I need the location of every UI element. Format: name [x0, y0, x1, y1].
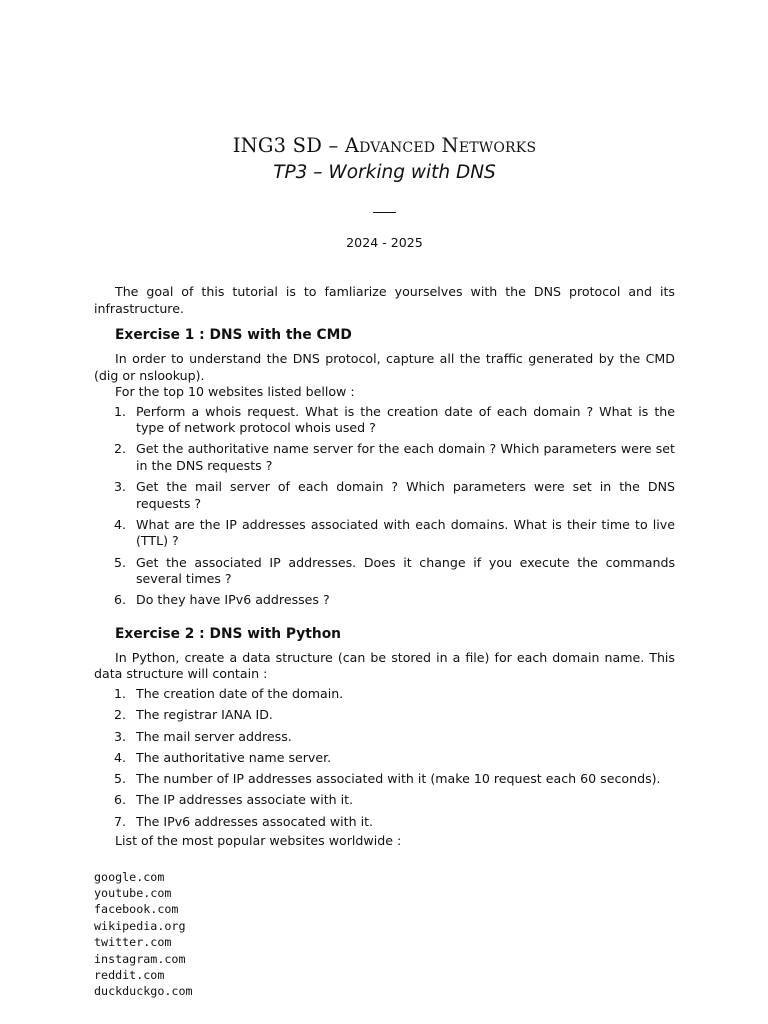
list-item-number: 3. — [114, 479, 127, 495]
domain-entry: duckduckgo.com — [94, 984, 193, 999]
list-item-text: Perform a whois request. What is the creation date of each domain ? What is the type of network protocol whois used ? — [136, 403, 675, 435]
list-item — [94, 792, 675, 809]
list-item — [94, 771, 675, 788]
domain-entry: google.com — [94, 869, 165, 884]
list-item-number: 5. — [114, 554, 127, 570]
list-item — [94, 517, 675, 550]
list-item — [94, 814, 675, 831]
document-body — [94, 284, 675, 1000]
exercise2-paragraph: In Python, create a data structure (can be stored in a file) for each domain name. This data structure will contain : — [94, 649, 675, 682]
list-item — [94, 555, 675, 588]
domain-entry: reddit.com — [94, 968, 165, 982]
title-block — [94, 132, 675, 251]
list-item-text: The creation date of the domain. — [136, 685, 344, 701]
list-item-number: 2. — [114, 441, 127, 457]
list-item — [94, 441, 675, 474]
course-title: ING3 SD – Advanced Networks — [232, 134, 537, 157]
exercise1-paragraph: In order to understand the DNS protocol, capture all the traffic generated by the CMD (dig or nslookup). — [94, 351, 675, 383]
list-item — [94, 404, 675, 437]
exercise2-list — [94, 686, 675, 830]
exercise1-lead: For the top 10 websites listed bellow : — [115, 384, 355, 399]
domain-entry: wikipedia.org — [94, 918, 186, 933]
list-item-number: 1. — [114, 685, 127, 701]
list-item-number: 2. — [114, 707, 127, 723]
list-item-number: 1. — [114, 403, 127, 419]
list-item-text: What are the IP addresses associated with each domains. What is their time to live (TTL) ? — [136, 516, 675, 549]
list-item — [94, 750, 675, 767]
list-item — [94, 686, 675, 703]
list-item — [94, 707, 675, 724]
list-item-number: 4. — [114, 749, 127, 765]
list-item-text: The IPv6 addresses assocated with it. — [136, 813, 374, 829]
exercise2-heading: Exercise 2 : DNS with Python — [115, 625, 342, 642]
list-item — [94, 592, 675, 609]
list-item-text: Do they have IPv6 addresses ? — [136, 592, 330, 608]
list-item-text: The registrar IANA ID. — [136, 707, 273, 723]
list-item-number: 6. — [114, 592, 127, 608]
domain-entry: youtube.com — [94, 885, 172, 900]
list-item-number: 6. — [114, 792, 127, 808]
list-item-text: The number of IP addresses associated with it (make 10 request each 60 seconds). — [136, 771, 661, 787]
title-divider — [373, 212, 396, 213]
list-item-text: The IP addresses associate with it. — [136, 792, 354, 808]
list-item-number: 7. — [114, 813, 127, 829]
domain-entry: twitter.com — [94, 935, 172, 950]
exercise1-list — [94, 404, 675, 609]
academic-year: 2024 - 2025 — [346, 235, 423, 250]
list-item-text: Get the authoritative name server for the each domain ? Which parameters were set in the DNS requests ? — [136, 441, 675, 473]
list-item — [94, 729, 675, 746]
list-item-text: The mail server address. — [136, 728, 292, 744]
exercise2-lead: List of the most popular websites worldwide : — [115, 833, 402, 849]
list-item-text: The authoritative name server. — [136, 749, 332, 765]
list-item-text: Get the associated IP addresses. Does it change if you execute the commands several times ? — [136, 554, 675, 587]
domain-entry: facebook.com — [94, 902, 179, 917]
intro-paragraph: The goal of this tutorial is to famliarize yourselves with the DNS protocol and its infrastructure. — [94, 284, 675, 316]
list-item-number: 5. — [114, 771, 127, 787]
list-item-number: 3. — [114, 728, 127, 744]
tp-subtitle: TP3 – Working with DNS — [273, 162, 496, 183]
list-item-number: 4. — [114, 516, 127, 532]
exercise1-heading: Exercise 1 : DNS with the CMD — [115, 327, 352, 343]
list-item-text: Get the mail server of each domain ? Which parameters were set in the DNS requests ? — [136, 479, 675, 511]
domain-list — [94, 869, 675, 1000]
domain-entry: instagram.com — [94, 951, 186, 966]
list-item — [94, 479, 675, 512]
document-page — [94, 0, 675, 1024]
